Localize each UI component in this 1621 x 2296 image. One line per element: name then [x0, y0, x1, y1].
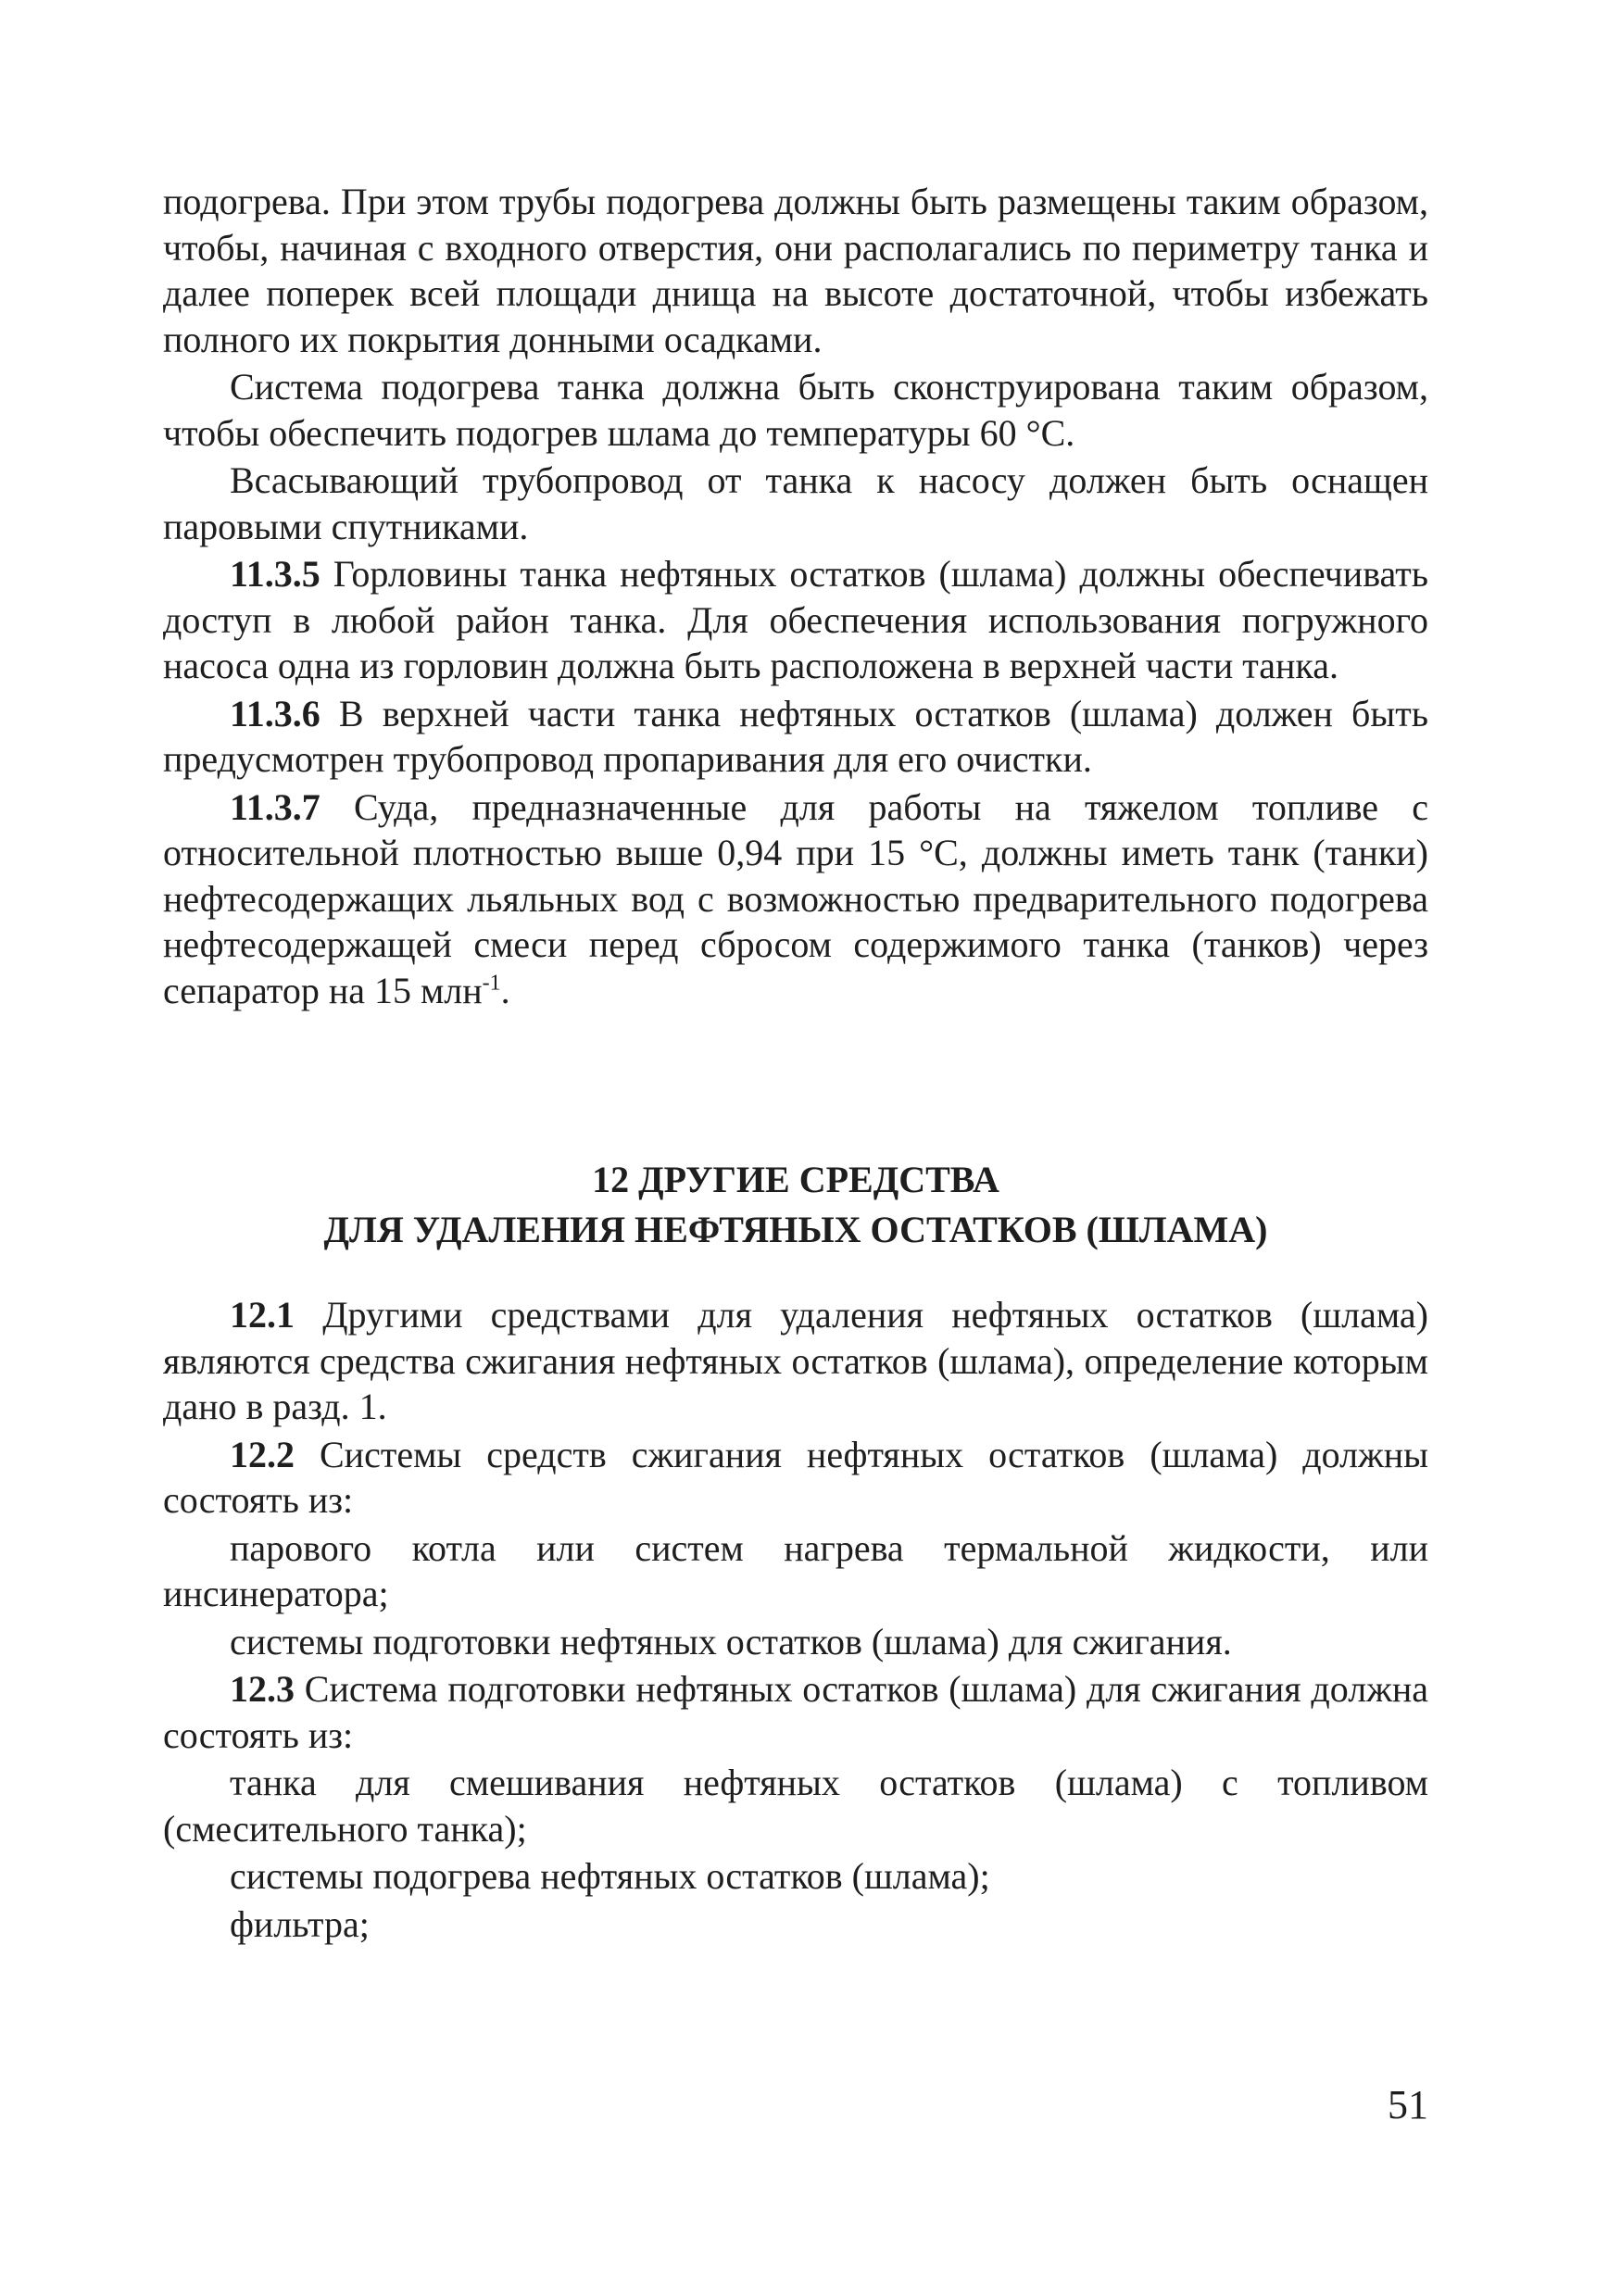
clause-number: 11.3.6 — [230, 692, 320, 734]
clause-text: Системы средств сжигания нефтяных остатков (шлама) должны состоять из: — [163, 1433, 1428, 1521]
top-text-section — [163, 179, 1428, 1015]
clause-number: 11.3.5 — [230, 553, 320, 595]
clause-text: Горловины танка нефтяных остатков (шлама) должны обеспечивать доступ в любой район танка. Для обеспечения использования погружного насоса одна из горловин должна быть расположена в верхней части танка. — [163, 553, 1428, 686]
clause-text: В верхней части танка нефтяных остатков (шлама) должен быть предусмотрен трубопровод пропаривания для его очистки. — [163, 692, 1428, 780]
list-item: фильтра; — [230, 1902, 370, 1945]
clause-11-3-5 — [163, 551, 1428, 689]
section-heading — [163, 1155, 1428, 1255]
clause-11-3-6 — [163, 691, 1428, 783]
clause-text: Система подготовки нефтяных остатков (шлама) для сжигания должна состоять из: — [163, 1668, 1428, 1756]
clause-12-3 — [163, 1666, 1428, 1758]
clause-text: Суда, предназначенные для работы на тяжелом топливе с относительной плотностью выше 0,94 при 15 °С, должны иметь танк (танки) нефтесодержащих льяльных вод с возможностью предварительного подогрева нефтесодержащей смеси перед сбросом содержимого танка (танков) через сепаратор на 15 млн — [163, 785, 1428, 1011]
clause-12-1 — [163, 1292, 1428, 1430]
clause-number: 12.1 — [230, 1294, 295, 1336]
paragraph-continuation: подогрева. При этом трубы подогрева должны быть размещены таким образом, чтобы, начиная с входного отверстия, они располагались по периметру танка и далее поперек всей площади днища на высоте достаточной, чтобы избежать полного их покрытия донными осадками. — [163, 181, 1428, 360]
page-number: 51 — [1388, 2082, 1428, 2127]
clause-end: . — [500, 969, 510, 1011]
bottom-text-section — [163, 1292, 1428, 1949]
list-item: системы подготовки нефтяных остатков (шлама) для сжигания. — [230, 1620, 1232, 1662]
paragraph-suction-pipeline: Всасывающий трубопровод от танка к насосу должен быть оснащен паровыми спутниками. — [163, 459, 1428, 547]
section-heading-line-1: 12 ДРУГИЕ СРЕДСТВА — [592, 1159, 999, 1200]
clause-11-3-7 — [163, 784, 1428, 1014]
section-heading-line-2: ДЛЯ УДАЛЕНИЯ НЕФТЯНЫХ ОСТАТКОВ (ШЛАМА) — [323, 1209, 1268, 1250]
clause-number: 11.3.7 — [230, 785, 320, 828]
clause-12-2 — [163, 1432, 1428, 1524]
superscript: -1 — [482, 971, 501, 996]
list-item: танка для смешивания нефтяных остатков (шлама) с топливом (смесительного танка); — [163, 1762, 1428, 1850]
paragraph-heating-system: Система подогрева танка должна быть сконструирована таким образом, чтобы обеспечить подогрев шлама до температуры 60 °С. — [163, 366, 1428, 454]
list-item: парового котла или систем нагрева термальной жидкости, или инсинератора; — [163, 1526, 1428, 1614]
clause-number: 12.2 — [230, 1433, 295, 1475]
clause-number: 12.3 — [230, 1668, 295, 1710]
list-item: системы подогрева нефтяных остатков (шлама); — [230, 1855, 990, 1897]
clause-text: Другими средствами для удаления нефтяных остатков (шлама) являются средства сжигания нефтяных остатков (шлама), определение которым дано в разд. 1. — [163, 1294, 1428, 1427]
